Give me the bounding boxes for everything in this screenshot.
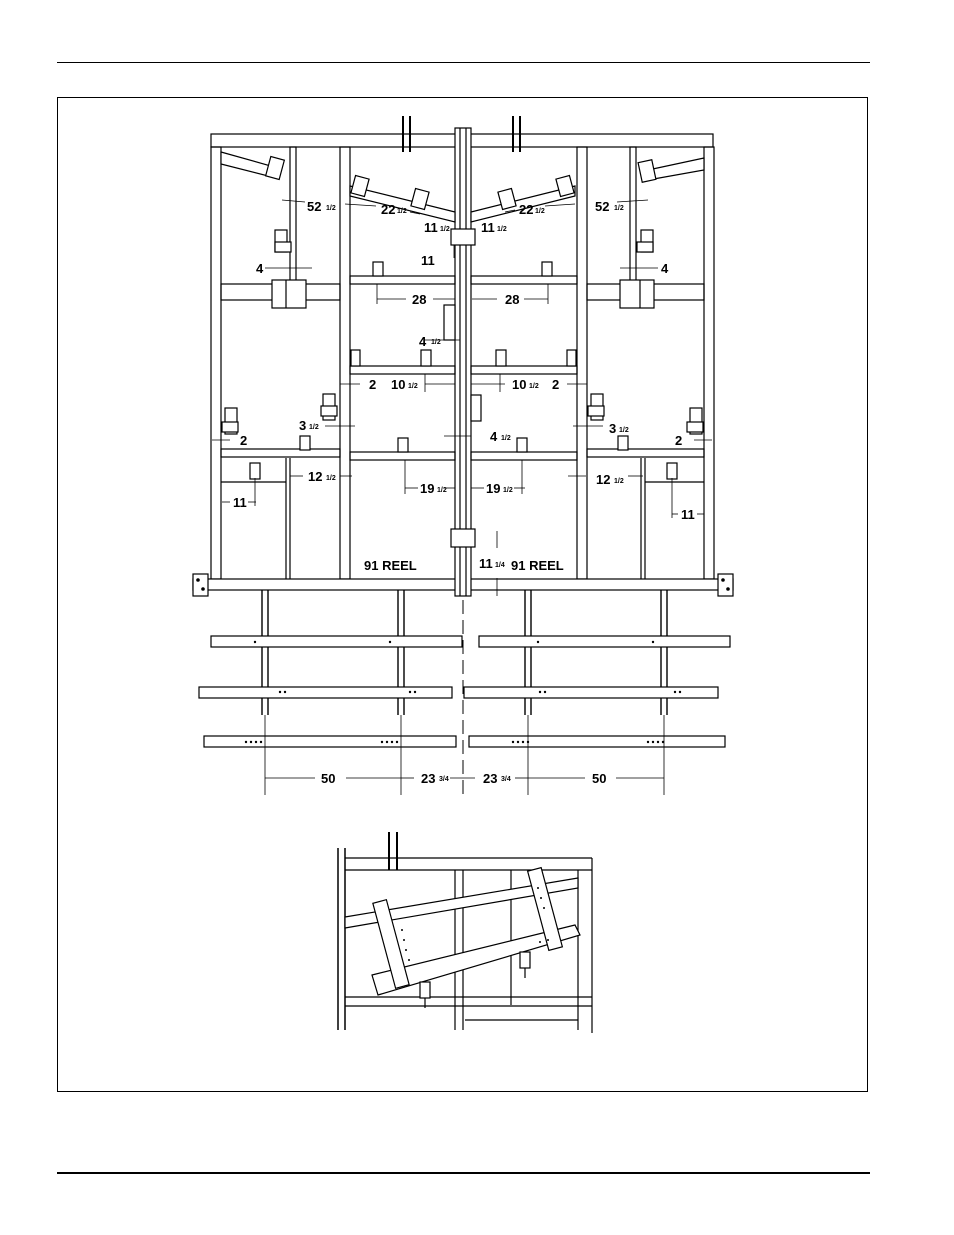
dim-bottom-right-23-frac: 3/4	[501, 776, 511, 783]
dim-bottom-left-23: 23	[421, 771, 436, 786]
dim-right-52-frac: 1/2	[614, 205, 624, 212]
dim-left-11-low: 11	[233, 495, 247, 510]
side-detail-view	[338, 832, 592, 1033]
dim-right-2-low: 2	[675, 433, 683, 448]
dim-left-2-mid: 2	[369, 377, 377, 392]
reel-slats	[199, 590, 730, 800]
dim-right-4: 4	[661, 261, 669, 276]
dim-left-22: 22	[381, 202, 396, 217]
dim-center-upper-4: 4	[419, 334, 427, 349]
dim-bottom-right-50: 50	[592, 771, 607, 786]
dim-right-3-frac: 1/2	[619, 427, 629, 434]
dim-left-3-frac: 1/2	[309, 424, 319, 431]
dim-center-lower-4-frac: 1/2	[501, 435, 511, 442]
dim-right-2-mid: 2	[552, 377, 560, 392]
dim-left-12-frac: 1/2	[326, 475, 336, 482]
right-reel-label: 91 REEL	[511, 558, 564, 573]
dim-right-3: 3	[609, 421, 617, 436]
main-view-structure	[193, 116, 733, 596]
dim-center-11-quarter-frac: 1/4	[495, 562, 505, 569]
dim-center-upper-4-frac: 1/2	[431, 339, 441, 346]
dim-bottom-right-23: 23	[483, 771, 498, 786]
dim-left-19: 19	[420, 481, 435, 496]
dim-left-4: 4	[256, 261, 264, 276]
dim-right-12: 12	[596, 472, 611, 487]
dim-bottom-left-23-frac: 3/4	[439, 776, 449, 783]
dim-left-52: 52	[307, 199, 322, 214]
dim-right-11-low: 11	[681, 507, 695, 522]
dim-right-22-frac: 1/2	[535, 208, 545, 215]
dim-right-52: 52	[595, 199, 610, 214]
dim-center-11-quarter: 11	[479, 556, 493, 571]
dim-center-left-11: 11	[424, 220, 438, 235]
dim-center-lower-4: 4	[490, 429, 498, 444]
left-reel-label: 91 REEL	[364, 558, 417, 573]
dim-right-10-frac: 1/2	[529, 383, 539, 390]
dim-left-22-frac: 1/2	[397, 208, 407, 215]
dim-left-52-frac: 1/2	[326, 205, 336, 212]
dim-bottom-left-50: 50	[321, 771, 336, 786]
dim-right-28: 28	[505, 292, 520, 307]
dim-left-19-frac: 1/2	[437, 487, 447, 494]
dim-left-3: 3	[299, 418, 307, 433]
dim-center-right-11-frac: 1/2	[497, 226, 507, 233]
dim-right-22: 22	[519, 202, 534, 217]
dim-center-drop-11: 11	[421, 253, 435, 268]
dim-center-right-11: 11	[481, 220, 495, 235]
dim-right-19-frac: 1/2	[503, 487, 513, 494]
dim-left-10-frac: 1/2	[408, 383, 418, 390]
dim-left-12: 12	[308, 469, 323, 484]
dim-right-10: 10	[512, 377, 527, 392]
dim-right-19: 19	[486, 481, 501, 496]
dim-left-10: 10	[391, 377, 406, 392]
dim-left-2-low: 2	[240, 433, 248, 448]
dim-right-12-frac: 1/2	[614, 478, 624, 485]
dim-center-left-11-frac: 1/2	[440, 226, 450, 233]
dim-left-28: 28	[412, 292, 427, 307]
